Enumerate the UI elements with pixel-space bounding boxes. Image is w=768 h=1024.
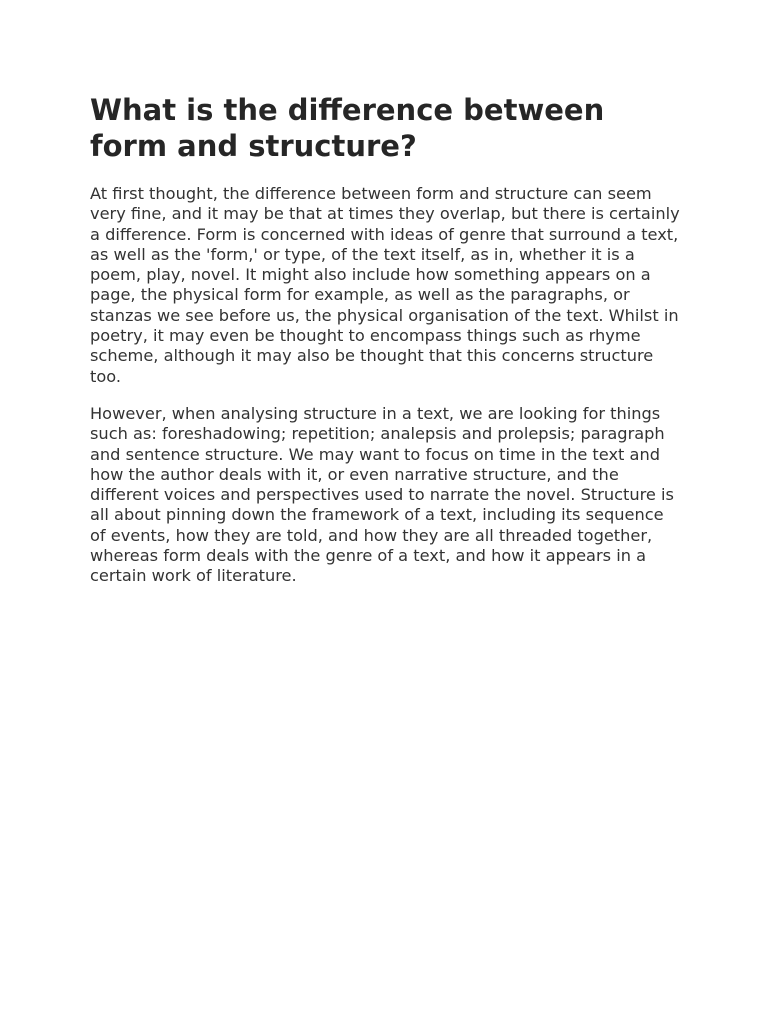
document-title: What is the difference between form and structure? [90,93,605,163]
paragraph-form: At first thought, the difference between form and structure can seem very fine, and it may be that at times they overlap, but there is certainly a difference. Form is concerned with ideas of genre that surround a text, as well as the 'form,' or type, of the text itself, as in, whether it is a poem, play, novel. It might also include how something appears on a page, the physical form for example, as well as the paragraphs, or stanzas we see before us, the physical organisation of the text. Whilst in poetry, it may even be thought to encompass things such as rhyme scheme, although it may also be thought that this concerns structure too. [90,184,680,386]
document-page [90,92,680,604]
paragraph-structure: However, when analysing structure in a text, we are looking for things such as: foreshadowing; repetition; analepsis and prolepsis; paragraph and sentence structure. We may want to focus on time in the text and how the author deals with it, or even narrative structure, and the different voices and perspectives used to narrate the novel. Structure is all about pinning down the framework of a text, including its sequence of events, how they are told, and how they are all threaded together, whereas form deals with the genre of a text, and how it appears in a certain work of literature. [90,403,674,586]
